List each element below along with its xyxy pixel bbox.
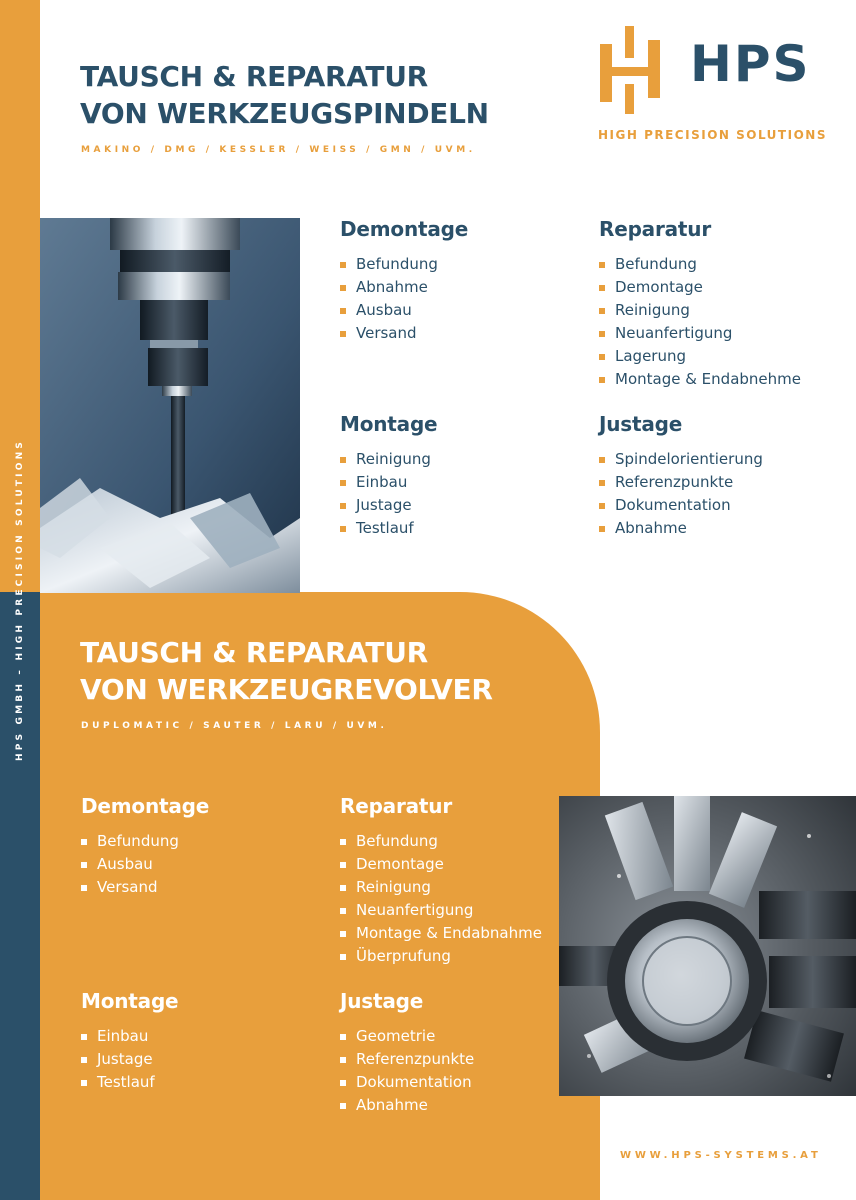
spindle-montage-block bbox=[340, 411, 580, 540]
list-item: Reinigung bbox=[599, 299, 839, 322]
side-company-text: HPS GMBH – HIGH PRECISION SOLUTIONS bbox=[15, 439, 25, 761]
list-item: Versand bbox=[81, 876, 321, 899]
list-item: Reinigung bbox=[340, 448, 580, 471]
revolver-section-title bbox=[80, 634, 493, 708]
hps-h-logo-icon bbox=[598, 26, 664, 116]
revolver-demontage-block bbox=[81, 793, 321, 899]
list-item: Testlauf bbox=[81, 1071, 321, 1094]
spindle-title-line2: VON WERKZEUGSPINDELN bbox=[80, 97, 489, 130]
block-heading: Reparatur bbox=[340, 794, 452, 818]
logo-wordmark: HPS bbox=[690, 35, 811, 93]
revolver-montage-block bbox=[81, 988, 321, 1094]
list-item: Dokumentation bbox=[599, 494, 839, 517]
list-item: Abnahme bbox=[599, 517, 839, 540]
revolver-justage-block bbox=[340, 988, 580, 1117]
list-item: Neuanfertigung bbox=[340, 899, 580, 922]
list-item: Referenzpunkte bbox=[599, 471, 839, 494]
list-item: Ausbau bbox=[340, 299, 580, 322]
list-item: Demontage bbox=[599, 276, 839, 299]
block-heading: Demontage bbox=[340, 217, 469, 241]
list-item: Reinigung bbox=[340, 876, 580, 899]
spindle-title-line1: TAUSCH & REPARATUR bbox=[80, 60, 428, 93]
spindle-reparatur-block bbox=[599, 216, 839, 391]
list-item: Versand bbox=[340, 322, 580, 345]
block-list bbox=[81, 1025, 321, 1094]
list-item: Befundung bbox=[599, 253, 839, 276]
block-heading: Reparatur bbox=[599, 217, 711, 241]
list-item: Testlauf bbox=[340, 517, 580, 540]
revolver-reparatur-block bbox=[340, 793, 580, 968]
block-list bbox=[599, 448, 839, 540]
list-item: Einbau bbox=[81, 1025, 321, 1048]
list-item: Neuanfertigung bbox=[599, 322, 839, 345]
list-item: Befundung bbox=[340, 830, 580, 853]
spindle-section-title bbox=[80, 58, 489, 132]
spindle-demontage-block bbox=[340, 216, 580, 345]
list-item: Geometrie bbox=[340, 1025, 580, 1048]
block-list bbox=[599, 253, 839, 391]
list-item: Justage bbox=[340, 494, 580, 517]
website-link[interactable]: WWW.HPS-SYSTEMS.AT bbox=[620, 1150, 822, 1161]
spindle-brands: MAKINO / DMG / KESSLER / WEISS / GMN / UVM. bbox=[81, 145, 476, 155]
list-item: Befundung bbox=[81, 830, 321, 853]
revolver-brands: DUPLOMATIC / SAUTER / LARU / UVM. bbox=[81, 721, 388, 731]
list-item: Einbau bbox=[340, 471, 580, 494]
block-heading: Montage bbox=[340, 412, 438, 436]
block-list bbox=[340, 253, 580, 345]
list-item: Montage & Endabnehme bbox=[599, 368, 839, 391]
block-list bbox=[340, 448, 580, 540]
block-heading: Justage bbox=[340, 989, 424, 1013]
block-heading: Justage bbox=[599, 412, 683, 436]
spindle-milling-photo bbox=[40, 218, 300, 593]
list-item: Justage bbox=[81, 1048, 321, 1071]
block-list bbox=[81, 830, 321, 899]
list-item: Referenzpunkte bbox=[340, 1048, 580, 1071]
revolver-title-line1: TAUSCH & REPARATUR bbox=[80, 636, 428, 669]
block-heading: Demontage bbox=[81, 794, 210, 818]
list-item: Überprufung bbox=[340, 945, 580, 968]
list-item: Lagerung bbox=[599, 345, 839, 368]
block-heading: Montage bbox=[81, 989, 179, 1013]
block-list bbox=[340, 830, 580, 968]
list-item: Demontage bbox=[340, 853, 580, 876]
turret-revolver-photo bbox=[559, 796, 856, 1096]
list-item: Ausbau bbox=[81, 853, 321, 876]
revolver-title-line2: VON WERKZEUGREVOLVER bbox=[80, 673, 493, 706]
spindle-justage-block bbox=[599, 411, 839, 540]
logo-tagline: HIGH PRECISION SOLUTIONS bbox=[598, 128, 827, 142]
list-item: Spindelorientierung bbox=[599, 448, 839, 471]
list-item: Befundung bbox=[340, 253, 580, 276]
list-item: Abnahme bbox=[340, 1094, 580, 1117]
list-item: Abnahme bbox=[340, 276, 580, 299]
hps-logo bbox=[598, 26, 827, 146]
block-list bbox=[340, 1025, 580, 1117]
list-item: Montage & Endabnahme bbox=[340, 922, 580, 945]
list-item: Dokumentation bbox=[340, 1071, 580, 1094]
